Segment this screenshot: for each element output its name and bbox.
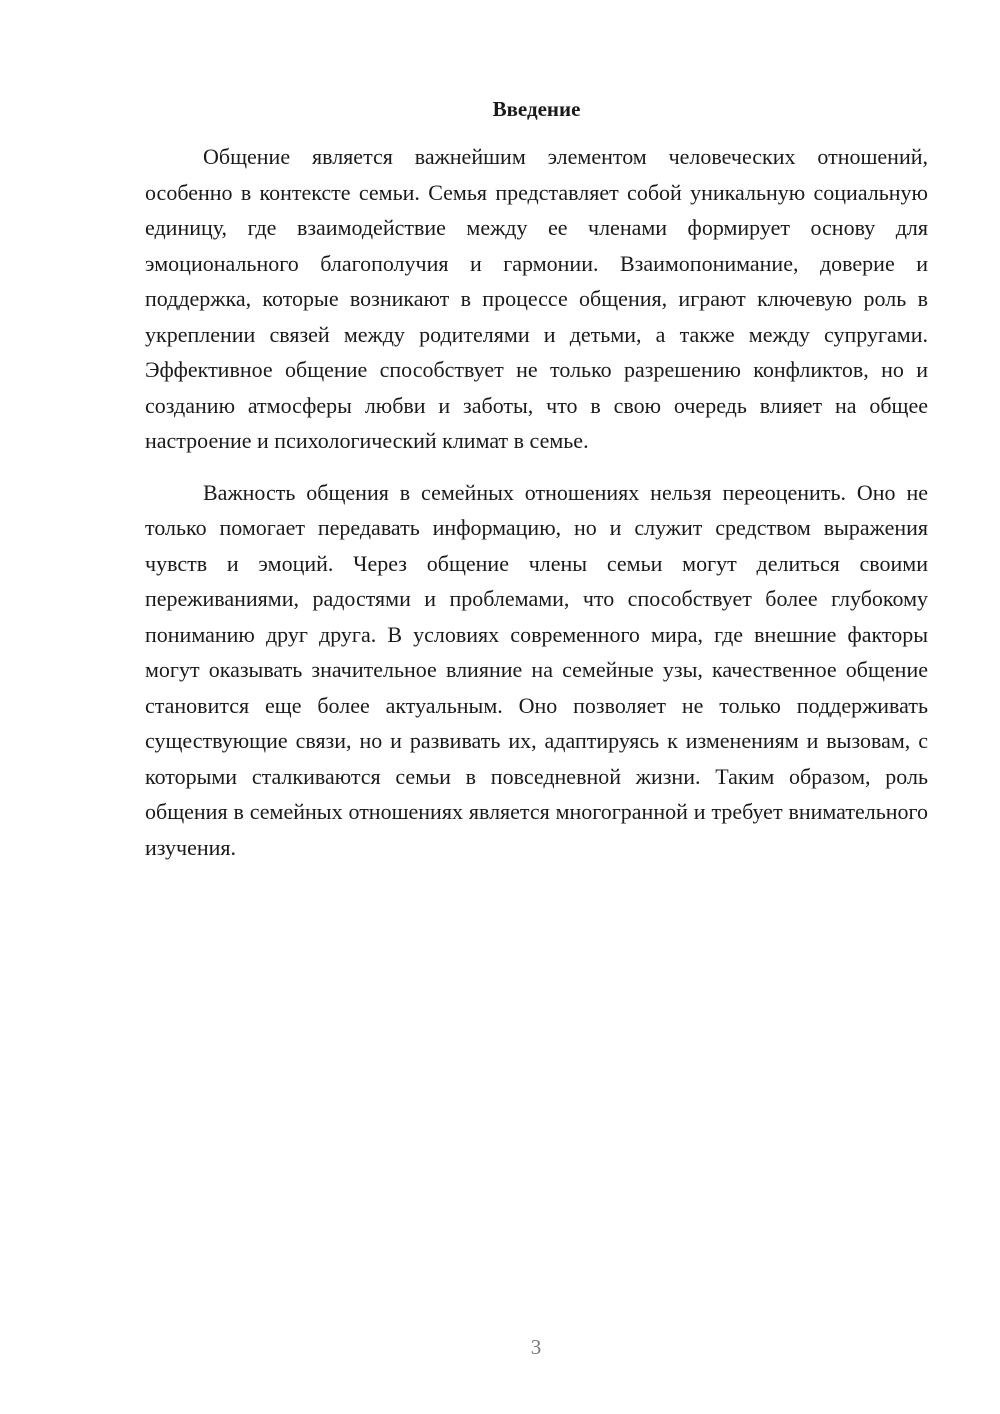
page-content <box>145 94 928 865</box>
section-heading: Введение <box>492 97 581 121</box>
paragraph-1: Общение является важнейшим элементом человеческих отношений, особенно в контексте семьи. Семья представляет собой уникальную социальную единицу, где взаимодействие между ее членами формирует основу для эмоционального благополучия и гармонии. Взаимопонимание, доверие и поддержка, которые возникают в процессе общения, играют ключевую роль в укреплении связей между родителями и детьми, а также между супругами. Эффективное общение способствует не только разрешению конфликтов, но и созданию атмосферы любви и заботы, что в свою очередь влияет на общее настроение и психологический климат в семье. <box>145 144 928 453</box>
paragraph-2: Важность общения в семейных отношениях нельзя переоценить. Оно не только помогает передавать информацию, но и служит средством выражения чувств и эмоций. Через общение члены семьи могут делиться своими переживаниями, радостями и проблемами, что способствует более глубокому пониманию друг друга. В условиях современного мира, где внешние факторы могут оказывать значительное влияние на семейные узы, качественное общение становится еще более актуальным. Оно позволяет не только поддерживать существующие связи, но и развивать их, адаптируясь к изменениям и вызовам, с которыми сталкиваются семьи в повседневной жизни. Таким образом, роль общения в семейных отношениях является многогранной и требует внимательного изучения. <box>145 479 928 860</box>
page-number: 3 <box>530 1335 542 1359</box>
